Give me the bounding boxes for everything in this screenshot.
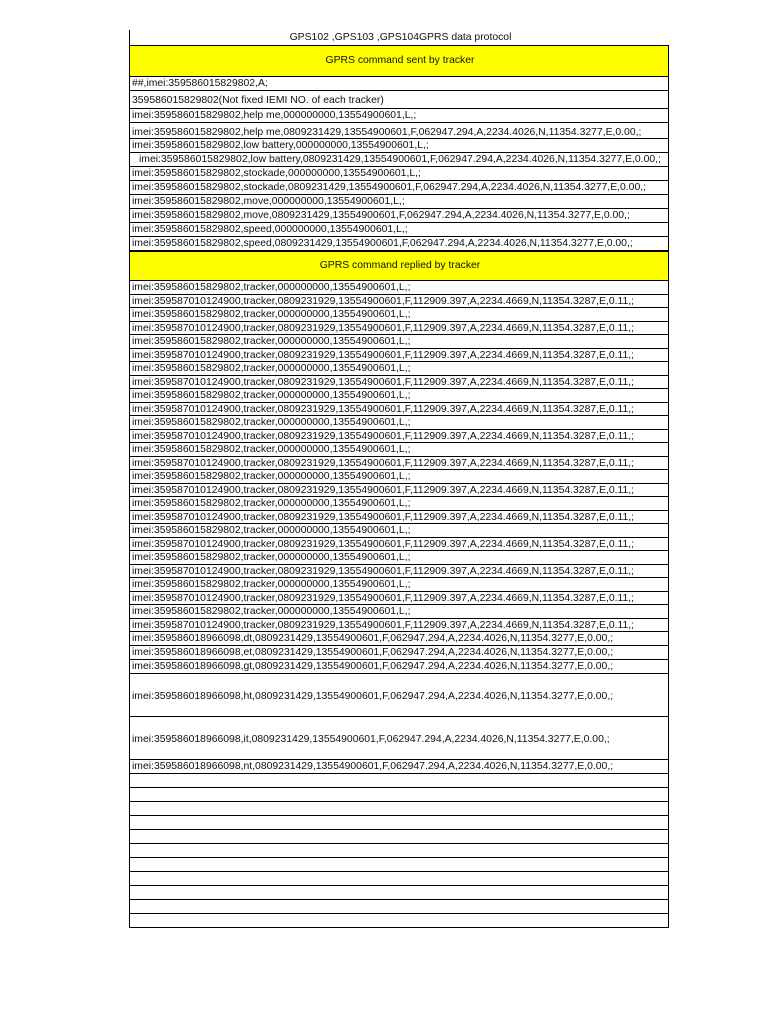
- data-row: [129, 123, 669, 139]
- data-row: [129, 167, 669, 181]
- data-row: [129, 483, 669, 497]
- data-row: [129, 294, 669, 308]
- data-row-text: imei:359586015829802,tracker,000000000,13554900601,L,;: [132, 444, 411, 455]
- data-row: [129, 537, 669, 551]
- data-row: [129, 717, 669, 760]
- data-row-text: imei:359587010124900,tracker,0809231929,13554900601,F,112909.397,A,2234.4669,N,11354.3287,E,0.11,;: [132, 512, 635, 523]
- data-row: [129, 209, 669, 223]
- section-heading-text: GPRS command sent by tracker: [325, 55, 475, 66]
- data-row-text: imei:359586015829802,tracker,000000000,13554900601,L,;: [132, 417, 411, 428]
- empty-row: [129, 830, 669, 844]
- protocol-sheet: [129, 30, 669, 928]
- section-heading: [129, 251, 669, 281]
- data-row-text: imei:359586015829802,move,000000000,13554900601,L,;: [132, 196, 405, 207]
- data-row-text: imei:359586015829802,tracker,000000000,13554900601,L,;: [132, 525, 411, 536]
- empty-row: [129, 914, 669, 928]
- data-row-text: imei:359587010124900,tracker,0809231929,13554900601,F,112909.397,A,2234.4669,N,11354.3287,E,0.11,;: [132, 404, 635, 415]
- data-row-text: imei:359586018966098,dt,0809231429,13554900601,F,062947.294,A,2234.4026,N,11354.3277,E,0.00,;: [132, 633, 614, 644]
- data-row-text: imei:359586015829802,tracker,000000000,13554900601,L,;: [132, 363, 411, 374]
- data-row-text: imei:359586015829802,help me,0809231429,13554900601,F,062947.294,A,2234.4026,N,11354.3277,E,0.00,;: [132, 127, 642, 138]
- data-row: [129, 416, 669, 430]
- data-row-text: imei:359587010124900,tracker,0809231929,13554900601,F,112909.397,A,2234.4669,N,11354.3287,E,0.11,;: [132, 296, 635, 307]
- data-row-text: imei:359587010124900,tracker,0809231929,13554900601,F,112909.397,A,2234.4669,N,11354.3287,E,0.11,;: [132, 377, 635, 388]
- empty-row: [129, 858, 669, 872]
- data-row-text: imei:359587010124900,tracker,0809231929,13554900601,F,112909.397,A,2234.4669,N,11354.3287,E,0.11,;: [132, 593, 635, 604]
- data-row-text: imei:359586018966098,gt,0809231429,13554900601,F,062947.294,A,2234.4026,N,11354.3277,E,0.00,;: [132, 661, 614, 672]
- data-row: [129, 632, 669, 646]
- data-row: [129, 524, 669, 538]
- data-row-text: imei:359587010124900,tracker,0809231929,13554900601,F,112909.397,A,2234.4669,N,11354.3287,E,0.11,;: [132, 431, 635, 442]
- section-heading-text: GPRS command replied by tracker: [319, 260, 481, 271]
- data-row-text: imei:359587010124900,tracker,0809231929,13554900601,F,112909.397,A,2234.4669,N,11354.3287,E,0.11,;: [132, 350, 635, 361]
- data-row-text: imei:359586015829802,tracker,000000000,13554900601,L,;: [132, 309, 411, 320]
- data-row-text: imei:359586015829802,tracker,000000000,13554900601,L,;: [132, 498, 411, 509]
- data-row: [129, 402, 669, 416]
- data-row: [129, 551, 669, 565]
- empty-row: [129, 872, 669, 886]
- data-row: [129, 470, 669, 484]
- data-row: [129, 646, 669, 660]
- data-row: [129, 443, 669, 457]
- data-row-text: imei:359587010124900,tracker,0809231929,13554900601,F,112909.397,A,2234.4669,N,11354.3287,E,0.11,;: [132, 323, 635, 334]
- data-row-text: imei:359586015829802,tracker,000000000,13554900601,L,;: [132, 552, 411, 563]
- data-row-text: imei:359586018966098,it,0809231429,13554900601,F,062947.294,A,2234.4026,N,11354.3277,E,0.00,;: [132, 734, 610, 745]
- data-row: [129, 335, 669, 349]
- data-row: [129, 308, 669, 322]
- data-row: [129, 456, 669, 470]
- data-row-text: imei:359586015829802,tracker,000000000,13554900601,L,;: [132, 282, 411, 293]
- data-row-text: ##,imei:359586015829802,A;: [132, 78, 268, 89]
- data-row: [129, 281, 669, 295]
- data-row: [129, 321, 669, 335]
- data-row: [129, 564, 669, 578]
- data-row-text: imei:359587010124900,tracker,0809231929,13554900601,F,112909.397,A,2234.4669,N,11354.3287,E,0.11,;: [132, 458, 635, 469]
- data-row-text: imei:359586015829802,low battery,000000000,13554900601,L,;: [132, 140, 429, 151]
- data-row-text: imei:359586015829802,speed,0809231429,13554900601,F,062947.294,A,2234.4026,N,11354.3277,E,0.00,;: [132, 238, 633, 249]
- data-row: [129, 195, 669, 209]
- data-row-text: imei:359586018966098,et,0809231429,13554900601,F,062947.294,A,2234.4026,N,11354.3277,E,0.00,;: [132, 647, 614, 658]
- data-row-text: imei:359586015829802,low battery,0809231429,13554900601,F,062947.294,A,2234.4026,N,11354.3277,E,0.00,;: [139, 154, 661, 165]
- empty-row: [129, 802, 669, 816]
- empty-row: [129, 900, 669, 914]
- data-row-text: imei:359586015829802,tracker,000000000,13554900601,L,;: [132, 471, 411, 482]
- data-row: [129, 181, 669, 195]
- data-row: [129, 348, 669, 362]
- data-row: [129, 591, 669, 605]
- data-row-text: imei:359586015829802,tracker,000000000,13554900601,L,;: [132, 336, 411, 347]
- empty-row: [129, 788, 669, 802]
- data-row: [129, 578, 669, 592]
- data-row-text: imei:359586015829802,speed,000000000,13554900601,L,;: [132, 224, 408, 235]
- data-row-text: imei:359586015829802,tracker,000000000,13554900601,L,;: [132, 606, 411, 617]
- data-row-text: 359586015829802(Not fixed IEMI NO. of each tracker): [132, 95, 384, 106]
- data-row-text: imei:359586018966098,ht,0809231429,13554900601,F,062947.294,A,2234.4026,N,11354.3277,E,0.00,;: [132, 691, 614, 702]
- empty-row: [129, 774, 669, 788]
- data-row-text: imei:359587010124900,tracker,0809231929,13554900601,F,112909.397,A,2234.4669,N,11354.3287,E,0.11,;: [132, 485, 635, 496]
- data-row: [129, 674, 669, 717]
- data-row: [129, 91, 669, 109]
- empty-row: [129, 886, 669, 900]
- data-row: [129, 497, 669, 511]
- data-row: [129, 375, 669, 389]
- empty-row: [129, 816, 669, 830]
- data-row: [129, 362, 669, 376]
- data-row-text: imei:359587010124900,tracker,0809231929,13554900601,F,112909.397,A,2234.4669,N,11354.3287,E,0.11,;: [132, 620, 635, 631]
- data-row-text: imei:359586015829802,tracker,000000000,13554900601,L,;: [132, 579, 411, 590]
- data-row: [129, 429, 669, 443]
- data-row: [129, 139, 669, 153]
- data-row: [129, 77, 669, 91]
- data-row: [129, 223, 669, 237]
- data-row: [129, 605, 669, 619]
- data-row: [129, 109, 669, 123]
- section-heading: [129, 45, 669, 77]
- data-row-text: imei:359586015829802,help me,000000000,13554900601,L,;: [132, 110, 417, 121]
- data-row-text: imei:359587010124900,tracker,0809231929,13554900601,F,112909.397,A,2234.4669,N,11354.3287,E,0.11,;: [132, 539, 635, 550]
- data-row-text: imei:359587010124900,tracker,0809231929,13554900601,F,112909.397,A,2234.4669,N,11354.3287,E,0.11,;: [132, 566, 635, 577]
- data-row: [129, 660, 669, 674]
- data-row: [129, 389, 669, 403]
- empty-row: [129, 844, 669, 858]
- data-row: [129, 237, 669, 251]
- data-row-text: imei:359586015829802,tracker,000000000,13554900601,L,;: [132, 390, 411, 401]
- document-title: GPS102 ,GPS103 ,GPS104GPRS data protocol: [129, 30, 669, 45]
- data-row: [129, 510, 669, 524]
- data-row-text: imei:359586015829802,move,0809231429,13554900601,F,062947.294,A,2234.4026,N,11354.3277,E,0.00,;: [132, 210, 630, 221]
- data-row-text: imei:359586015829802,stockade,000000000,13554900601,L,;: [132, 168, 421, 179]
- data-row-text: imei:359586015829802,stockade,0809231429,13554900601,F,062947.294,A,2234.4026,N,11354.3277,E,0.00,;: [132, 182, 647, 193]
- data-row: [129, 618, 669, 632]
- data-row-text: imei:359586018966098,nt,0809231429,13554900601,F,062947.294,A,2234.4026,N,11354.3277,E,0.00,;: [132, 761, 614, 772]
- data-row: [129, 153, 669, 167]
- data-row: [129, 760, 669, 774]
